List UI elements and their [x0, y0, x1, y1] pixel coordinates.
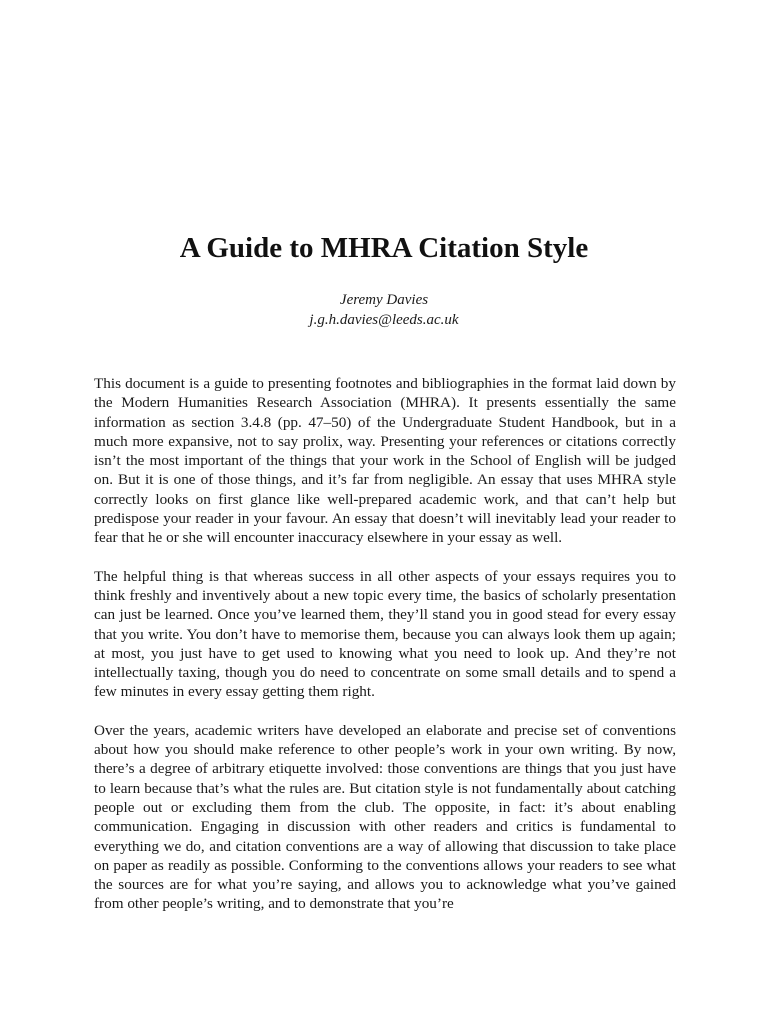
author-email: j.g.h.davies@leeds.ac.uk: [309, 312, 459, 328]
author-name: Jeremy Davies: [339, 292, 429, 308]
body-paragraph-1: This document is a guide to presenting footnotes and bibliographies in the format laid down by the Modern Humanities Research Association (MHRA). It presents essentially the same information as section 3.4.8 (pp. 47–50) of the Undergraduate Student Handbook, but in a much more expansive, not to say prolix, way. Presenting your references or citations correctly isn’t the most important of the things that your work in the School of English will be judged on. But it is one of those things, and it’s far from negligible. An essay that uses MHRA style correctly looks on first glance like well-prepared academic work, and that can’t help but predispose your reader in your favour. An essay that doesn’t will inevitably lead your reader to fear that he or she will encounter inaccuracy elsewhere in your essay as well.: [94, 375, 676, 547]
body-paragraph-2: The helpful thing is that whereas success in all other aspects of your essays requires you to think freshly and inventively about a new topic every time, the basics of scholarly presentation can just be learned. Once you’ve learned them, they’ll stand you in good stead for every essay that you write. You don’t have to memorise them, because you can always look them up again; at most, you just have to get used to knowing what you need to look up. And they’re not intellectually taxing, though you do need to concentrate on some small details and to spend a few minutes in every essay getting them right.: [94, 567, 676, 701]
body-paragraph-3: Over the years, academic writers have developed an elaborate and precise set of conventions about how you should make reference to other people’s work in your own writing. By now, there’s a degree of arbitrary etiquette involved: those conventions are things that you just have to learn because that’s what the rules are. But citation style is not fundamentally about catching people out or excluding them from the club. The opposite, in fact: it’s about enabling communication. Engaging in discussion with other readers and critics is fundamental to everything we do, and citation conventions are a way of allowing that discussion to take place on paper as readily as possible. Conforming to the conventions allows your readers to see what the sources are for what you’re saying, and allows you to acknowledge what you’ve gained from other people’s writing, and to demonstrate that you’re: [94, 721, 676, 913]
document-body: [94, 374, 676, 914]
document-title: A Guide to MHRA Citation Style: [179, 232, 589, 264]
